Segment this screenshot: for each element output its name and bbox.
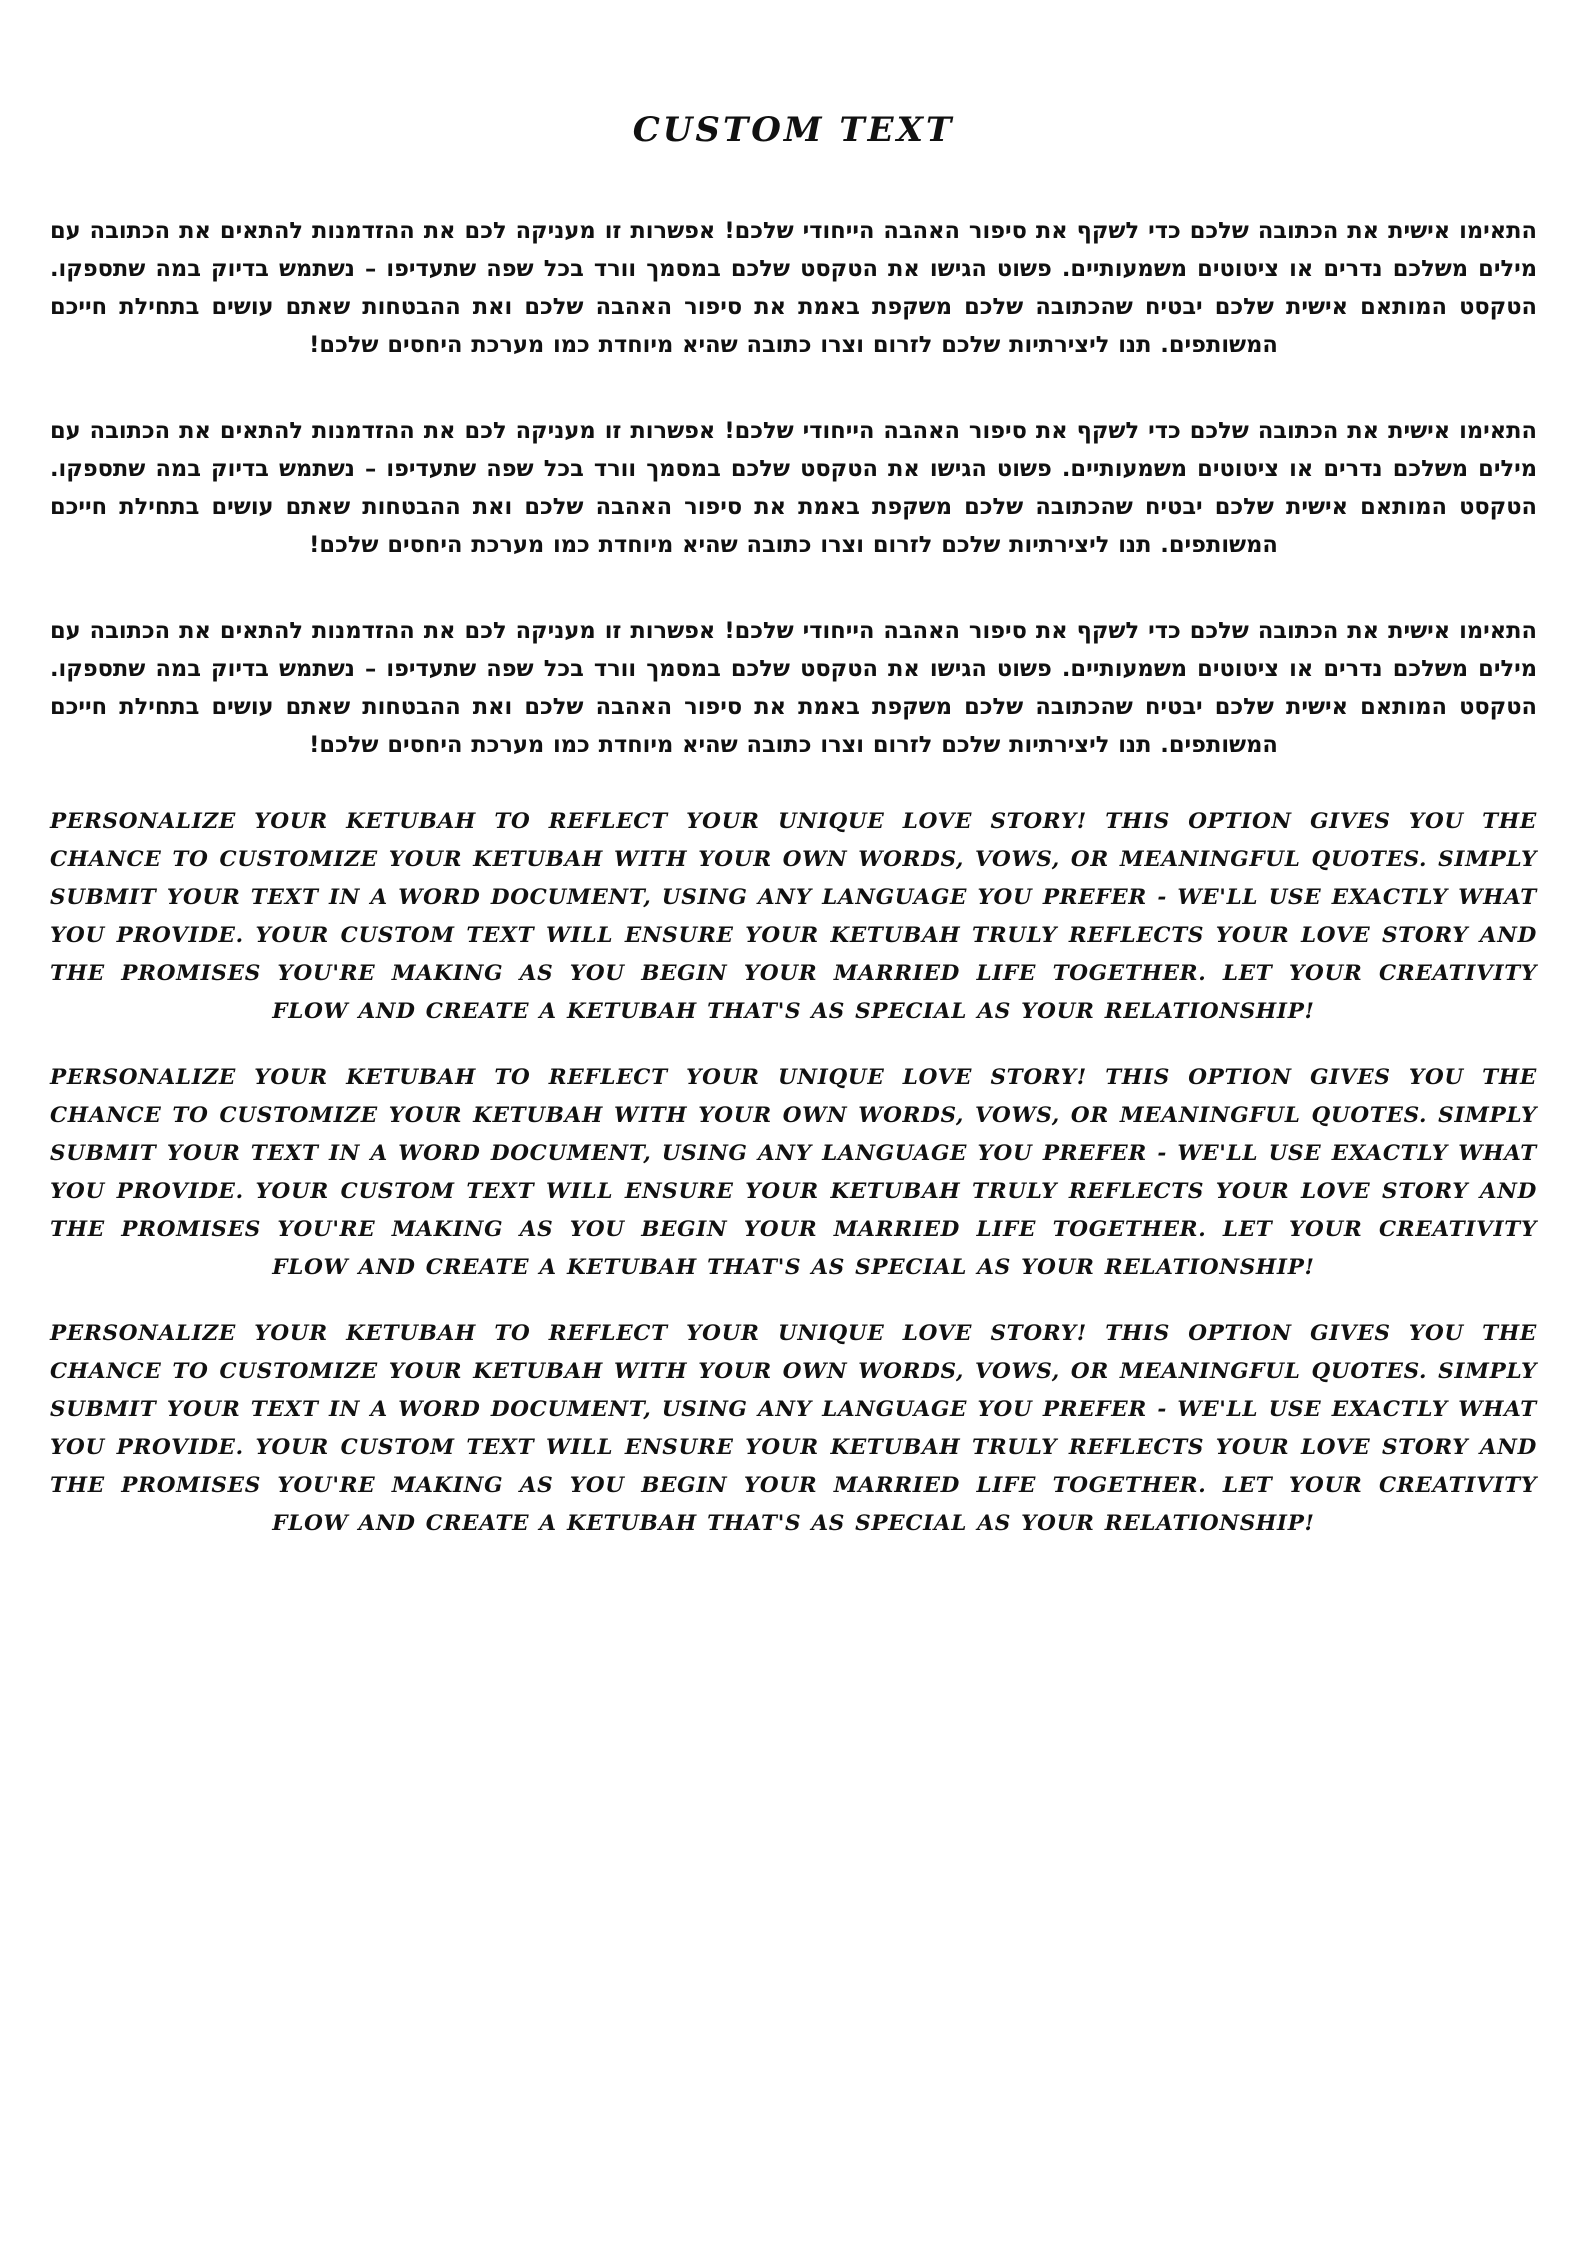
hebrew-paragraph-1: התאימו אישית את הכתובה שלכם כדי לשקף את סיפור האהבה הייחודי שלכם! אפשרות זו מעניקה לכם את ההזדמנות להתאים את הכתובה עם מילים משלכם נדרים או ציטוטים משמעותיים. פשוט הגישו את הטקסט שלכם במסמך וורד בכל שפה שתעדיפו – נשתמש בדיוק במה שתספקו. הטקסט המותאם אישית שלכם יבטיח שהכתובה שלכם משקפת באמת את סיפור האהבה שלכם ואת ההבטחות שאתם עושים בתחילת חייכם המשותפים. תנו ליצירתיות שלכם לזרום וצרו כתובה שהיא מיוחדת כמו מערכת היחסים שלכם!: [50, 218, 1537, 358]
english-paragraph-2: PERSONALIZE YOUR KETUBAH TO REFLECT YOUR UNIQUE LOVE STORY! THIS OPTION GIVES YOU THE CHANCE TO CUSTOMIZE YOUR KETUBAH WITH YOUR OWN WORDS, VOWS, OR MEANINGFUL QUOTES. SIMPLY SUBMIT YOUR TEXT IN A WORD DOCUMENT, USING ANY LANGUAGE YOU PREFER - WE'LL USE EXACTLY WHAT YOU PROVIDE. YOUR CUSTOM TEXT WILL ENSURE YOUR KETUBAH TRULY REFLECTS YOUR LOVE STORY AND THE PROMISES YOU'RE MAKING AS YOU BEGIN YOUR MARRIED LIFE TOGETHER. LET YOUR CREATIVITY FLOW AND CREATE A KETUBAH THAT'S AS SPECIAL AS YOUR RELATIONSHIP!: [50, 1065, 1537, 1280]
english-paragraph-3: PERSONALIZE YOUR KETUBAH TO REFLECT YOUR UNIQUE LOVE STORY! THIS OPTION GIVES YOU THE CHANCE TO CUSTOMIZE YOUR KETUBAH WITH YOUR OWN WORDS, VOWS, OR MEANINGFUL QUOTES. SIMPLY SUBMIT YOUR TEXT IN A WORD DOCUMENT, USING ANY LANGUAGE YOU PREFER - WE'LL USE EXACTLY WHAT YOU PROVIDE. YOUR CUSTOM TEXT WILL ENSURE YOUR KETUBAH TRULY REFLECTS YOUR LOVE STORY AND THE PROMISES YOU'RE MAKING AS YOU BEGIN YOUR MARRIED LIFE TOGETHER. LET YOUR CREATIVITY FLOW AND CREATE A KETUBAH THAT'S AS SPECIAL AS YOUR RELATIONSHIP!: [50, 1321, 1537, 1536]
english-paragraph-1: PERSONALIZE YOUR KETUBAH TO REFLECT YOUR UNIQUE LOVE STORY! THIS OPTION GIVES YOU THE CHANCE TO CUSTOMIZE YOUR KETUBAH WITH YOUR OWN WORDS, VOWS, OR MEANINGFUL QUOTES. SIMPLY SUBMIT YOUR TEXT IN A WORD DOCUMENT, USING ANY LANGUAGE YOU PREFER - WE'LL USE EXACTLY WHAT YOU PROVIDE. YOUR CUSTOM TEXT WILL ENSURE YOUR KETUBAH TRULY REFLECTS YOUR LOVE STORY AND THE PROMISES YOU'RE MAKING AS YOU BEGIN YOUR MARRIED LIFE TOGETHER. LET YOUR CREATIVITY FLOW AND CREATE A KETUBAH THAT'S AS SPECIAL AS YOUR RELATIONSHIP!: [50, 809, 1537, 1024]
hebrew-paragraph-2: התאימו אישית את הכתובה שלכם כדי לשקף את סיפור האהבה הייחודי שלכם! אפשרות זו מעניקה לכם את ההזדמנות להתאים את הכתובה עם מילים משלכם נדרים או ציטוטים משמעותיים. פשוט הגישו את הטקסט שלכם במסמך וורד בכל שפה שתעדיפו – נשתמש בדיוק במה שתספקו. הטקסט המותאם אישית שלכם יבטיח שהכתובה שלכם משקפת באמת את סיפור האהבה שלכם ואת ההבטחות שאתם עושים בתחילת חייכם המשותפים. תנו ליצירתיות שלכם לזרום וצרו כתובה שהיא מיוחדת כמו מערכת היחסים שלכם!: [50, 418, 1537, 558]
hebrew-paragraph-3: התאימו אישית את הכתובה שלכם כדי לשקף את סיפור האהבה הייחודי שלכם! אפשרות זו מעניקה לכם את ההזדמנות להתאים את הכתובה עם מילים משלכם נדרים או ציטוטים משמעותיים. פשוט הגישו את הטקסט שלכם במסמך וורד בכל שפה שתעדיפו – נשתמש בדיוק במה שתספקו. הטקסט המותאם אישית שלכם יבטיח שהכתובה שלכם משקפת באמת את סיפור האהבה שלכם ואת ההבטחות שאתם עושים בתחילת חייכם המשותפים. תנו ליצירתיות שלכם לזרום וצרו כתובה שהיא מיוחדת כמו מערכת היחסים שלכם!: [50, 618, 1537, 758]
page-title: CUSTOM TEXT: [632, 110, 955, 150]
